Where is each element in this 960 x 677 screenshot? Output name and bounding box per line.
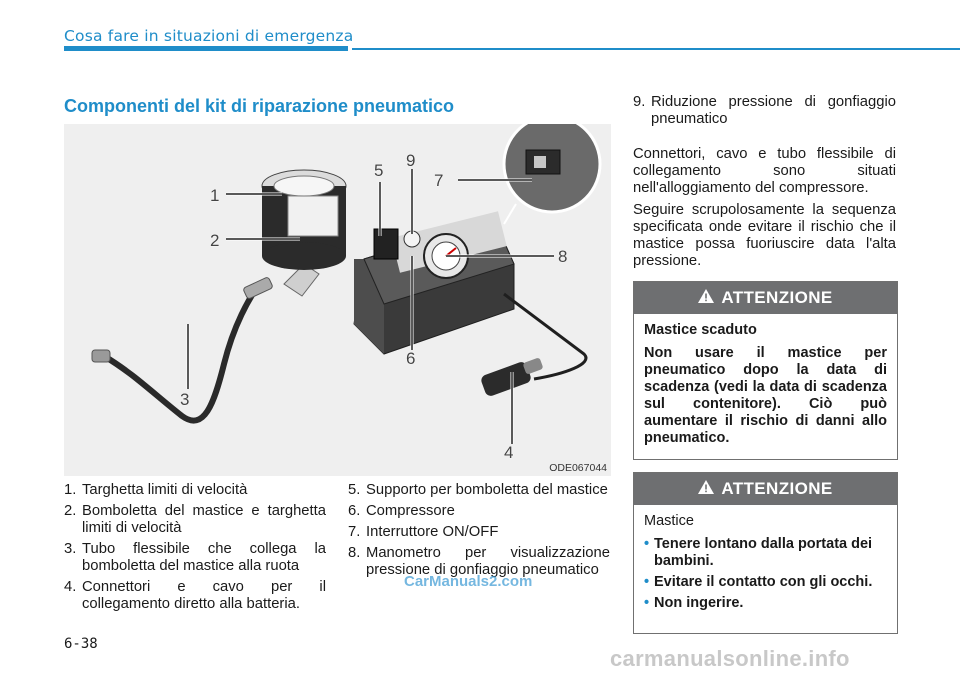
warning-title: ATTENZIONE <box>721 479 833 498</box>
list-item: 5. Supporto per bomboletta del mastice <box>348 482 608 498</box>
chapter-title: Cosa fare in situazioni di emergenza <box>64 27 354 45</box>
warning-text: Non usare il mastice per pneumatico dopo la data di scadenza (vedi la data di scadenza sul contenitore). Ciò può aumentare il rischio di danni allo pneumatico. <box>644 345 887 446</box>
component-list-left <box>64 482 326 617</box>
footer-watermark: carmanualsonline.info <box>610 646 850 671</box>
bullet-dot-icon: • <box>644 574 650 590</box>
bullet-item: • Non ingerire. <box>644 595 744 611</box>
callout-2: 2 <box>210 231 220 250</box>
repair-kit-illustration <box>64 124 611 476</box>
callout-3: 3 <box>180 390 190 409</box>
overlay-watermark: CarManuals2.com <box>404 573 533 590</box>
component-list-middle <box>348 482 610 583</box>
list-item: 3. Tubo flessibile che collega la bomboletta del mastice alla ruota <box>64 541 326 574</box>
warning-bullets <box>644 536 887 612</box>
callout-5: 5 <box>374 161 384 180</box>
list-item: 8. Manometro per visualizzazione pressione di gonfiaggio pneumatico <box>348 545 610 578</box>
callout-9: 9 <box>406 151 416 170</box>
warning-subtitle: Mastice <box>644 513 694 529</box>
paragraph-sequence: Seguire scrupolosamente la sequenza specificata onde evitare il rischio che il mastice possa fuoriuscire data l'alta pressione. <box>633 202 896 269</box>
repair-kit-figure <box>64 124 611 476</box>
paragraph-connectors: Connettori, cavo e tubo flessibile di collegamento sono situati nell'alloggiamento del compressore. <box>633 146 896 196</box>
callout-4: 4 <box>504 443 514 462</box>
figure-code: ODE067044 <box>549 462 607 474</box>
list-item: 2. Bomboletta del mastice e targhetta limiti di velocità <box>64 503 326 536</box>
bullet-dot-icon: • <box>644 536 650 552</box>
warning-box-expired-sealant <box>633 281 898 460</box>
list-item: 6. Compressore <box>348 503 455 519</box>
warning-triangle-icon <box>698 479 714 499</box>
bullet-item: • Tenere lontano dalla portata dei bambini. <box>644 536 873 569</box>
bullet-item: • Evitare il contatto con gli occhi. <box>644 574 873 590</box>
list-item: 4. Connettori e cavo per il collegamento diretto alla batteria. <box>64 579 326 612</box>
list-item: 7. Interruttore ON/OFF <box>348 524 499 540</box>
page-number: 6-38 <box>64 636 98 652</box>
list-item: 1. Targhetta limiti di velocità <box>64 482 248 498</box>
warning-header <box>634 473 897 505</box>
callout-7: 7 <box>434 171 444 190</box>
callout-1: 1 <box>210 186 220 205</box>
component-list-right <box>633 94 896 132</box>
section-title: Componenti del kit di riparazione pneumatico <box>64 96 455 116</box>
warning-header <box>634 282 897 314</box>
warning-title: ATTENZIONE <box>721 288 833 307</box>
header-accent-bar <box>64 46 348 51</box>
list-item: 9. Riduzione pressione di gonfiaggio pneumatico <box>633 94 896 127</box>
warning-subtitle: Mastice scaduto <box>644 322 757 338</box>
bullet-dot-icon: • <box>644 595 650 611</box>
warning-box-sealant <box>633 472 898 634</box>
callout-8: 8 <box>558 247 568 266</box>
warning-triangle-icon <box>698 288 714 308</box>
callout-6: 6 <box>406 349 416 368</box>
header-rule <box>352 48 960 50</box>
